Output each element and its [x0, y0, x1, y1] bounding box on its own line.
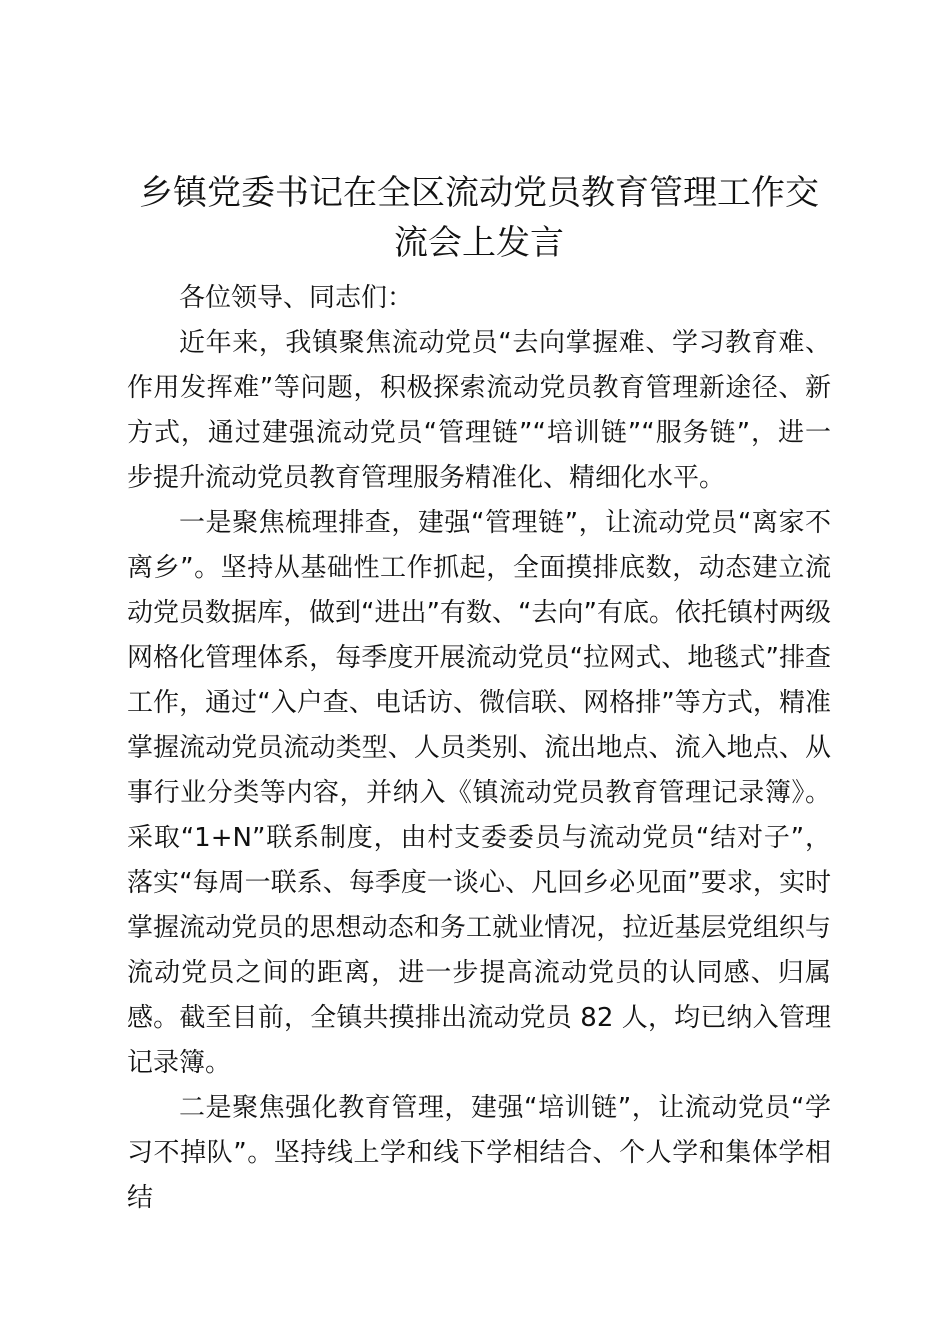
paragraph-intro: 近年来，我镇聚焦流动党员“去向掌握难、学习教育难、作用发挥难”等问题，积极探索流动党员教育管理新途径、新方式，通过建强流动党员“管理链”“培训链”“服务链”，进一步提升流动党员教育管理服务精准化、精细化水平。 — [127, 328, 831, 493]
paragraph-training-chain: 二是聚焦强化教育管理，建强“培训链”，让流动党员“学习不掉队”。坚持线上学和线下学相结合、个人学和集体学相结 — [127, 1093, 831, 1213]
salutation: 各位领导、同志们： — [179, 283, 414, 313]
document-title: 乡镇党委书记在全区流动党员教育管理工作交流会上发言 — [139, 173, 819, 263]
document-page — [127, 168, 831, 1221]
paragraph-management-chain: 一是聚焦梳理排查，建强“管理链”，让流动党员“离家不离乡”。坚持从基础性工作抓起，全面摸排底数，动态建立流动党员数据库，做到“进出”有数、“去向”有底。依托镇村两级网格化管理体系，每季度开展流动党员“拉网式、地毯式”排查工作，通过“入户查、电话访、微信联、网格排”等方式，精准掌握流动党员流动类型、人员类别、流出地点、流入地点、从事行业分类等内容，并纳入《镇流动党员教育管理记录簿》。采取“1+N”联系制度，由村支委委员与流动党员“结对子”，落实“每周一联系、每季度一谈心、凡回乡必见面”要求，实时掌握流动党员的思想动态和务工就业情况，拉近基层党组织与流动党员之间的距离，进一步提高流动党员的认同感、归属感。截至目前，全镇共摸排出流动党员 82 人，均已纳入管理记录簿。 — [127, 508, 831, 1078]
